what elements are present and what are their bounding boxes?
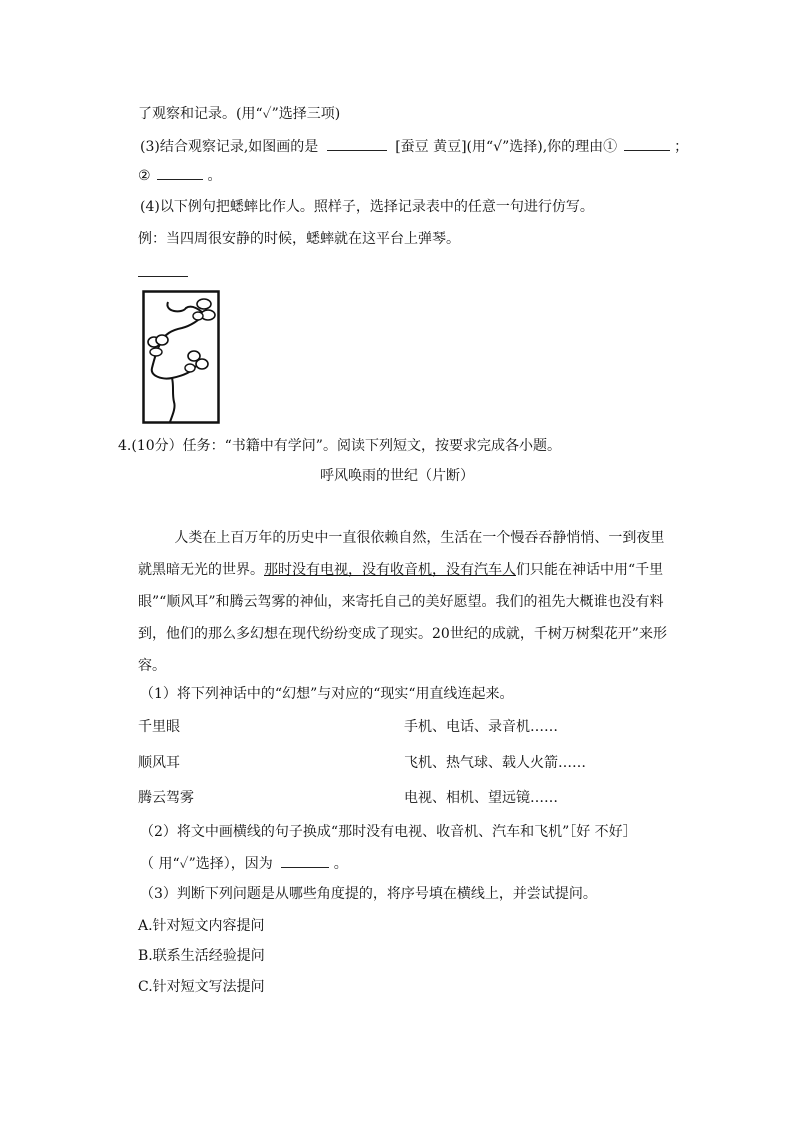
question-3-3	[140, 136, 688, 157]
reality-item-1[interactable]: 手机、电话、录音机……	[404, 719, 558, 735]
imitation-answer-line[interactable]	[138, 262, 188, 283]
passage-text-2: 们只能在神话中用“千里眼”“顺风耳”和腾云驾雾的神仙，来寄托自己的美好愿望。我们的祖先大概谁也没有料到，他们的那么多幻想在现代纷纷变成了现实。20世纪的成就，千树万树梨花开”来形容。	[138, 562, 667, 674]
option-a: A.针对短文内容提问	[138, 918, 265, 934]
q3-prompt: (3)结合观察记录,如图画的是	[140, 139, 319, 155]
answer-blank-because[interactable]	[281, 853, 329, 868]
q3-period: 。	[207, 168, 222, 184]
sub2-period: 。	[333, 856, 348, 872]
q3-circle-2: ②	[138, 168, 151, 184]
reality-item-2[interactable]: 飞机、热气球、载人火箭……	[404, 755, 586, 771]
passage-title: 呼风唤雨的世纪（片断）	[320, 468, 474, 484]
sub-question-2-cont	[140, 853, 348, 874]
sub-question-3: （3）判断下列问题是从哪些角度提的，将序号填在横线上，并尝试提问。	[140, 886, 597, 902]
reality-item-3[interactable]: 电视、相机、望远镜……	[404, 790, 558, 806]
answer-blank-plant[interactable]	[327, 136, 387, 151]
myth-item-3[interactable]: 腾云驾雾	[138, 790, 194, 806]
question-3-4: (4)以下例句把蟋蟀比作人。照样子，选择记录表中的任意一句进行仿写。	[140, 199, 594, 215]
option-b: B.联系生活经验提问	[138, 948, 265, 964]
sub-question-2: （2）将文中画横线的句子换成“那时没有电视、收音机、汽车和飞机”［好 不好］	[140, 824, 637, 840]
passage-text-1: 人类在上百万年的历史中一直很依赖自然，生活在一个慢吞吞静悄悄、一到夜里就黑暗无光的世界。	[138, 530, 665, 578]
underlined-sentence: 那时没有电视，没有收音机，没有汽车人	[264, 562, 516, 578]
text-line-observe: 了观察和记录。(用“✓”选择三项)	[138, 106, 341, 122]
option-c: C.针对短文写法提问	[138, 979, 265, 995]
passage-paragraph	[138, 522, 668, 682]
example-sentence: 例：当四周很安静的时候，蟋蟀就在这平台上弹琴。	[138, 231, 460, 247]
answer-blank-reason-1[interactable]	[624, 136, 670, 151]
myth-item-2[interactable]: 顺风耳	[138, 755, 180, 771]
q3-choice: [蚕豆 黄豆](用“√”选择),你的理由①	[395, 139, 618, 155]
question-3-3-cont	[138, 165, 221, 186]
sub-question-1: （1）将下列神话中的“幻想”与对应的“现实“用直线连起来。	[140, 686, 514, 702]
answer-blank-reason-2[interactable]	[157, 165, 203, 180]
question-4-heading: 4.(10分）任务：“书籍中有学问”。阅读下列短文，按要求完成各小题。	[118, 438, 561, 454]
plant-sketch-image	[142, 290, 220, 424]
q3-semicolon: ；	[674, 139, 689, 155]
sub2-reason-prompt: （ 用“✓”选择），因为	[140, 856, 273, 872]
myth-item-1[interactable]: 千里眼	[138, 719, 180, 735]
